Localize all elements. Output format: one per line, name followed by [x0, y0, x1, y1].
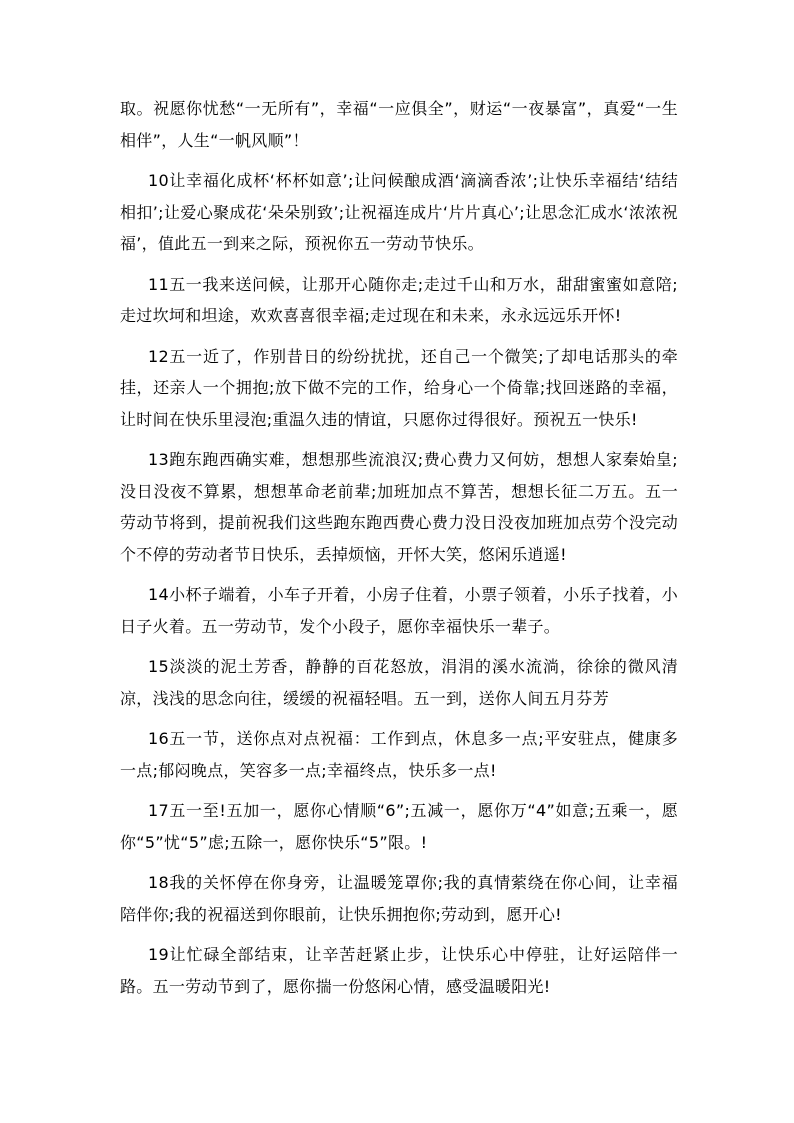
paragraph-17: 17五一至!五加一，愿你心情顺“6”;五减一，愿你万“4”如意;五乘一，愿你“5”忧“5”虑;五除一，愿你快乐“5”限。! [120, 801, 678, 852]
paragraph-10: 10让幸福化成杯‘杯杯如意’;让问候酿成酒‘滴滴香浓’;让快乐幸福结‘结结相扣’;让爱心聚成花‘朵朵别致’;让祝福连成片‘片片真心’;让思念汇成水‘浓浓祝福’，值此五一到来之际，预祝你五一劳动节快乐。 [120, 171, 678, 253]
paragraph-19: 19让忙碌全部结束，让辛苦赶紧止步，让快乐心中停驻，让好运陪伴一路。五一劳动节到了，愿你揣一份悠闲心情，感受温暖阳光! [120, 945, 678, 996]
paragraph-continuation: 取。祝愿你忧愁“一无所有”，幸福“一应俱全”，财运“一夜暴富”，真爱“一生相伴”，人生“一帆风顺”！ [120, 99, 678, 150]
paragraph-11: 11五一我来送问候，让那开心随你走;走过千山和万水，甜甜蜜蜜如意陪;走过坎坷和坦途，欢欢喜喜很幸福;走过现在和未来，永永远远乐开怀! [120, 274, 678, 325]
paragraph-18: 18我的关怀停在你身旁，让温暖笼罩你;我的真情萦绕在你心间，让幸福陪伴你;我的祝福送到你眼前，让快乐拥抱你;劳动到，愿开心! [120, 873, 678, 924]
paragraph-14: 14小杯子端着，小车子开着，小房子住着，小票子领着，小乐子找着，小日子火着。五一劳动节，发个小段子，愿你幸福快乐一辈子。 [120, 585, 678, 636]
paragraph-12: 12五一近了，作别昔日的纷纷扰扰，还自己一个微笑;了却电话那头的牵挂，还亲人一个拥抱;放下做不完的工作，给身心一个倚靠;找回迷路的幸福，让时间在快乐里浸泡;重温久违的情谊，只愿你过得很好。预祝五一快乐! [120, 346, 678, 429]
paragraph-15: 15淡淡的泥土芳香，静静的百花怒放，涓涓的溪水流淌，徐徐的微风清凉，浅浅的思念向往，缓缓的祝福轻唱。五一到，送你人间五月芬芳 [120, 657, 678, 708]
paragraph-16: 16五一节，送你点对点祝福：工作到点，休息多一点;平安驻点，健康多一点;郁闷晚点，笑容多一点;幸福终点，快乐多一点! [120, 729, 678, 780]
document-page [120, 93, 678, 1011]
paragraph-13: 13跑东跑西确实难，想想那些流浪汉;费心费力又何妨，想想人家秦始皇;没日没夜不算累，想想革命老前辈;加班加点不算苦，想想长征二万五。五一劳动节将到，提前祝我们这些跑东跑西费心费力没日没夜加班加点劳个没完动个不停的劳动者节日快乐，丢掉烦恼，开怀大笑，悠闲乐逍遥! [120, 450, 678, 564]
